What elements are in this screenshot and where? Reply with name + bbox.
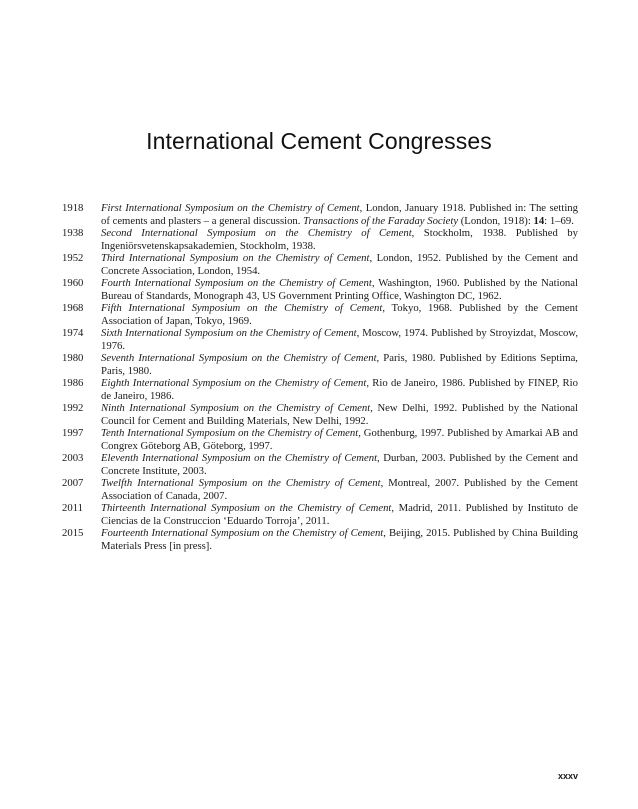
- entry-details: , Paris, 1980. Published by Editions Septima, Paris, 1980.: [101, 352, 578, 377]
- symposium-title: Fourteenth International Symposium on the Chemistry of Cement: [101, 527, 384, 539]
- entry-description: [101, 327, 578, 352]
- symposium-title: Fifth International Symposium on the Chemistry of Cement: [101, 302, 383, 314]
- symposium-title: Sixth International Symposium on the Chemistry of Cement: [101, 327, 357, 339]
- entry-year: 2003: [62, 452, 84, 464]
- entry-details: , London, 1952. Published by the Cement and Concrete Association, London, 1954.: [101, 252, 578, 277]
- entry-description: [101, 502, 578, 527]
- entry-details: , Beijing, 2015. Published by China Building Materials Press [in press].: [101, 527, 578, 552]
- journal-title: Transactions of the Faraday Society: [303, 214, 459, 227]
- symposium-title: Seventh International Symposium on the Chemistry of Cement: [101, 352, 377, 364]
- entry-details: , Washington, 1960. Published by the National Bureau of Standards, Monograph 43, US Government Printing Office, Washington DC, 1962.: [101, 277, 578, 302]
- volume-number: 14: [533, 214, 545, 227]
- congress-entry: [62, 427, 578, 452]
- entry-year: 1980: [62, 352, 84, 364]
- congress-entry: [62, 477, 578, 502]
- congress-entry: [62, 527, 578, 552]
- symposium-title: First International Symposium on the Chemistry of Cement: [101, 202, 360, 214]
- entry-details: , Montreal, 2007. Published by the Cement Association of Canada, 2007.: [101, 477, 579, 502]
- congress-entry: [62, 327, 578, 352]
- entry-description: [101, 477, 578, 502]
- congress-entry: [62, 302, 578, 327]
- congress-entry: [62, 202, 578, 227]
- entry-description: [101, 377, 578, 402]
- congress-list: [62, 202, 578, 552]
- entry-details: , London, January 1918. Published in: The setting of cements and plasters – a general discussion.: [101, 202, 578, 227]
- page-title: International Cement Congresses: [146, 128, 492, 154]
- entry-details: , Durban, 2003. Published by the Cement and Concrete Institute, 2003.: [101, 452, 578, 477]
- entry-year: 2015: [62, 527, 84, 539]
- entry-details-2: (London, 1918):: [458, 214, 534, 227]
- entry-description: [101, 227, 578, 252]
- entry-details: , Tokyo, 1968. Published by the Cement Association of Japan, Tokyo, 1969.: [101, 302, 578, 327]
- entry-year: 1960: [62, 277, 84, 289]
- entry-details-3: : 1–69.: [544, 214, 574, 227]
- entry-description: [101, 252, 578, 277]
- page-number: xxxv: [557, 771, 578, 781]
- entry-description: [101, 302, 578, 327]
- congress-entry: [62, 277, 578, 302]
- entry-description: [101, 202, 578, 227]
- entry-description: [101, 277, 578, 302]
- entry-year: 1938: [62, 227, 84, 239]
- entry-year: 1952: [62, 252, 84, 264]
- entry-year: 1992: [62, 402, 84, 414]
- congress-entry: [62, 502, 578, 527]
- entry-details: , Gothenburg, 1997. Published by Amarkai AB and Congrex Göteborg AB, Göteborg, 1997.: [101, 427, 578, 452]
- entry-details: , Rio de Janeiro, 1986. Published by FINEP, Rio de Janeiro, 1986.: [101, 377, 578, 402]
- entry-details: , New Delhi, 1992. Published by the National Council for Cement and Building Materials, New Delhi, 1992.: [101, 402, 578, 427]
- entry-description: [101, 452, 578, 477]
- symposium-title: Thirteenth International Symposium on the Chemistry of Cement: [101, 502, 392, 514]
- symposium-title: Eighth International Symposium on the Chemistry of Cement: [101, 377, 367, 389]
- entry-description: [101, 427, 578, 452]
- symposium-title: Ninth International Symposium on the Chemistry of Cement: [101, 402, 371, 414]
- symposium-title: Third International Symposium on the Chemistry of Cement: [101, 252, 370, 264]
- entry-details: , Stockholm, 1938. Published by Ingeniörsvetenskapsakademien, Stockholm, 1938.: [101, 227, 578, 252]
- entry-description: [101, 527, 578, 552]
- entry-year: 1986: [62, 377, 84, 389]
- congress-entry: [62, 452, 578, 477]
- entry-year: 1997: [62, 427, 84, 439]
- congress-entry: [62, 352, 578, 377]
- symposium-title: Twelfth International Symposium on the Chemistry of Cement: [101, 477, 381, 489]
- entry-description: [101, 402, 578, 427]
- entry-year: 1974: [62, 327, 84, 339]
- symposium-title: Second International Symposium on the Chemistry of Cement: [101, 227, 412, 239]
- entry-details: , Moscow, 1974. Published by Stroyizdat, Moscow, 1976.: [101, 327, 578, 352]
- congress-entry: [62, 252, 578, 277]
- congress-entry: [62, 377, 578, 402]
- entry-year: 1968: [62, 302, 84, 314]
- entry-details: , Madrid, 2011. Published by Instituto de Ciencias de la Construccion ‘Eduardo Torroja’, 2011.: [101, 502, 578, 527]
- entry-description: [101, 352, 578, 377]
- congress-entry: [62, 402, 578, 427]
- entry-year: 2007: [62, 477, 84, 489]
- symposium-title: Eleventh International Symposium on the Chemistry of Cement: [101, 452, 378, 464]
- congress-entry: [62, 227, 578, 252]
- symposium-title: Fourth International Symposium on the Chemistry of Cement: [101, 277, 372, 289]
- symposium-title: Tenth International Symposium on the Chemistry of Cement: [101, 427, 359, 439]
- entry-year: 1918: [62, 202, 84, 214]
- entry-year: 2011: [62, 502, 83, 514]
